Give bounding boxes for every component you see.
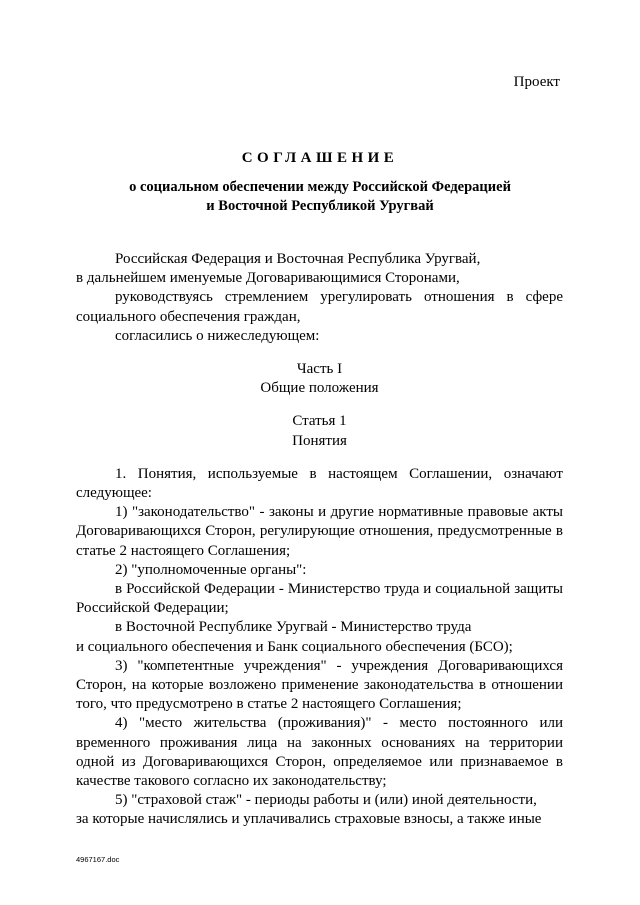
article-name: Понятия (292, 432, 347, 449)
subtitle-line-2: и Восточной Республикой Уругвай (206, 198, 434, 214)
preamble-line-2: в дальнейшем именуемые Договаривающимися Сторонами, (76, 270, 460, 287)
article-label: Статья 1 (292, 413, 347, 430)
definition-item-2: 2) "уполномоченные органы": (115, 561, 307, 578)
definition-item-5-line-2: за которые начислялись и уплачивались страховые взносы, а также иные (76, 811, 542, 828)
document-body (76, 250, 563, 830)
definition-item-2b-line-2: и социального обеспечения и Банк социального обеспечения (БСО); (76, 638, 513, 655)
draft-label: Проект (513, 74, 560, 90)
preamble-line-1: Российская Федерация и Восточная Республика Уругвай, (115, 251, 481, 267)
definition-item-1: 1) "законодательство" - законы и другие нормативные правовые акты Договаривающихся Сторон, регулирующие отношения, предусмотренные в статье 2 настоящего Соглашения; (76, 504, 563, 559)
definition-item-2a: в Российской Федерации - Министерство труда и социальной защиты Российской Федерации; (76, 581, 563, 617)
definition-item-2b-line-1: в Восточной Республике Уругвай - Министерство труда (115, 619, 472, 636)
definition-item-3: 3) "компетентные учреждения" - учреждения Договаривающихся Сторон, на которые возложено применение законодательства в отношении того, что предусмотрено в статье 2 настоящего Соглашения; (76, 657, 563, 713)
footer-filename: 4967167.doc (76, 855, 120, 864)
document-subtitle (0, 178, 640, 216)
definition-item-5-line-1: 5) "страховой стаж" - периоды работы и (или) иной деятельности, (115, 792, 537, 809)
definitions-intro: 1. Понятия, используемые в настоящем Соглашении, означают следующее: (76, 465, 563, 502)
part-name: Общие положения (260, 380, 379, 397)
preamble-paragraph-2: руководствуясь стремлением урегулировать отношения в сфере социального обеспечения граждан, (76, 289, 563, 325)
subtitle-line-1: о социальном обеспечении между Российской Федерацией (129, 179, 511, 195)
definition-item-4: 4) "место жительства (проживания)" - место постоянного или временного проживания лица на законных основаниях на территории одной из Договаривающихся Сторон, определяемое или признаваемое в качестве такового согласно их законодательству; (76, 715, 563, 790)
preamble-paragraph-3: согласились о нижеследующем: (115, 327, 320, 344)
document-title: СОГЛАШЕНИЕ (241, 150, 399, 166)
part-label: Часть I (296, 361, 343, 378)
